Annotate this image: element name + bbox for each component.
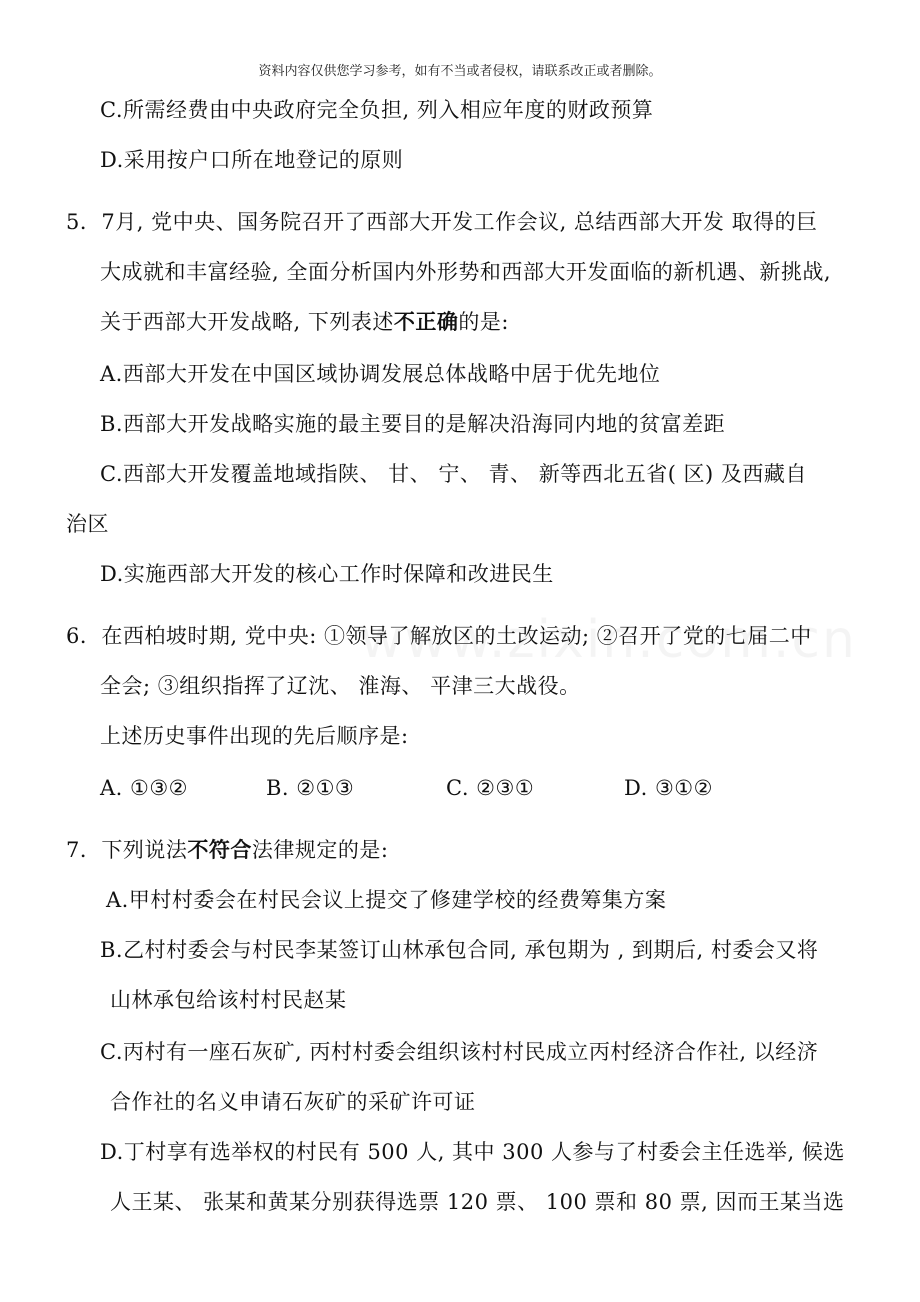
q6-options-row — [100, 774, 860, 802]
q7-option-a: A.甲村村委会在村民会议上提交了修建学校的经费筹集方案 — [106, 888, 667, 912]
q6-stem-line2: 全会; ③组织指挥了辽沈、 淮海、 平津三大战役。 — [100, 674, 581, 698]
q5-option-a: A.西部大开发在中国区域协调发展总体战略中居于优先地位 — [100, 362, 661, 386]
q7-option-b-line2: 山林承包给该村村民赵某 — [110, 988, 347, 1012]
q7-stem-pre: 7．下列说法 — [66, 838, 188, 862]
q6-stem-line1: 6．在西柏坡时期, 党中央: ①领导了解放区的土改运动; ②召开了党的七届二中 — [66, 624, 812, 648]
q7-option-b-line1: B.乙村村委会与村民李某签订山林承包合同, 承包期为 , 到期后, 村委会又将 — [100, 938, 819, 962]
q6-option-d: D. ③①② — [624, 776, 713, 800]
q5-stem-line3-pre: 关于西部大开发战略, 下列表述 — [100, 310, 394, 334]
q5-emphasis: 不正确 — [393, 310, 459, 334]
page-header-disclaimer: 资料内容仅供您学习参考，如有不当或者侵权，请联系改正或者删除。 — [258, 64, 662, 79]
q4-option-c: C.所需经费由中央政府完全负担, 列入相应年度的财政预算 — [100, 98, 654, 122]
q5-option-d: D.实施西部大开发的核心工作时保障和改进民生 — [100, 562, 554, 586]
q5-stem-line1: 5．7月, 党中央、国务院召开了西部大开发工作会议, 总结西部大开发 取得的巨 — [66, 210, 818, 234]
q5-stem-line3-post: 的是: — [458, 310, 509, 334]
q7-stem — [66, 836, 388, 864]
q7-stem-post: 法律规定的是: — [251, 838, 389, 862]
q7-option-c-line1: C.丙村有一座石灰矿, 丙村村委会组织该村村民成立丙村经济合作社, 以经济 — [100, 1040, 819, 1064]
q7-emphasis: 不符合 — [187, 838, 252, 862]
q6-option-c: C. ②③① — [446, 776, 535, 800]
q7-option-c-line2: 合作社的名义申请石灰矿的采矿许可证 — [110, 1090, 476, 1114]
q5-stem-line3 — [100, 308, 509, 336]
q7-option-d-line1: D.丁村享有选举权的村民有 500 人, 其中 300 人参与了村委会主任选举, 候选 — [100, 1140, 845, 1164]
q5-option-b: B.西部大开发战略实施的最主要目的是解决沿海同内地的贫富差距 — [100, 412, 726, 436]
q5-option-c-line2: 治区 — [66, 512, 109, 536]
q5-stem-line2: 大成就和丰富经验, 全面分析国内外形势和西部大开发面临的新机遇、新挑战, — [100, 260, 832, 284]
q6-stem-line3: 上述历史事件出现的先后顺序是: — [100, 724, 409, 748]
q5-option-c-line1: C.西部大开发覆盖地域指陕、 甘、 宁、 青、 新等西北五省( 区) 及西藏自 — [100, 462, 807, 486]
q4-option-d: D.采用按户口所在地登记的原则 — [100, 148, 404, 172]
q6-option-b: B. ②①③ — [266, 776, 355, 800]
q6-option-a: A. ①③② — [100, 776, 188, 800]
q7-option-d-line2: 人王某、 张某和黄某分别获得选票 120 票、 100 票和 80 票, 因而王某当选 — [110, 1190, 845, 1214]
